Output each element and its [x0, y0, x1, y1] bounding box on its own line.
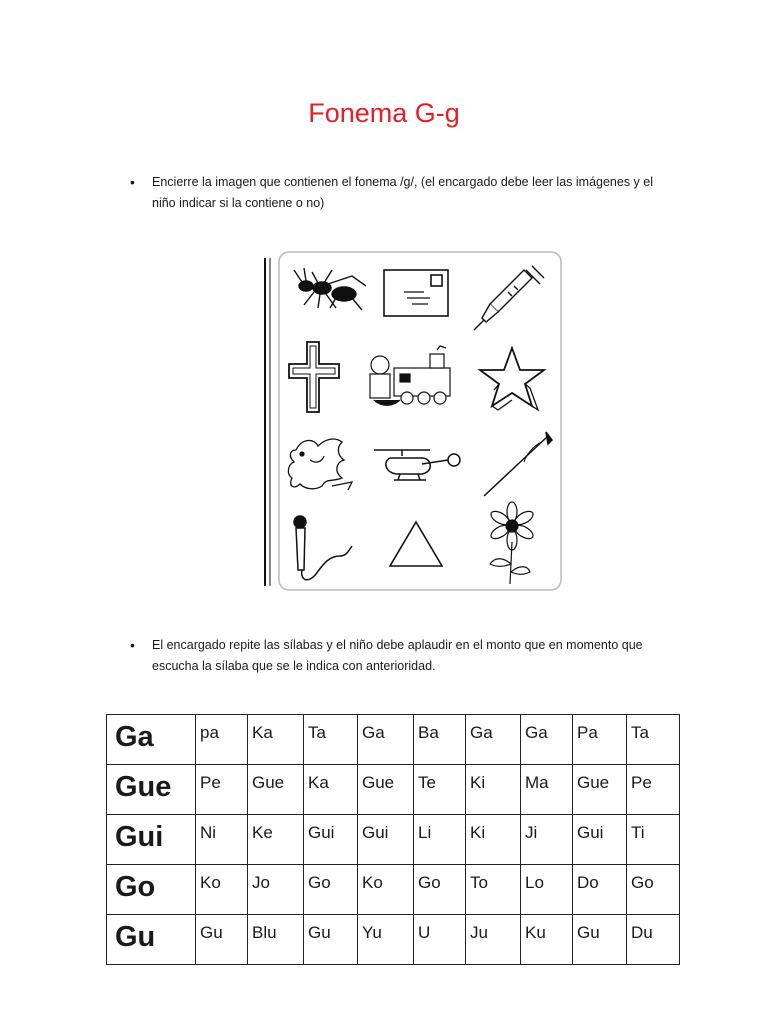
syllable-cell: Ti — [627, 815, 680, 865]
syllable-cell: Go — [304, 865, 358, 915]
syllable-cell: Ma — [521, 765, 573, 815]
syllable-cell: Gue — [573, 765, 627, 815]
syllable-cell: Ko — [358, 865, 414, 915]
syllable-cell: Yu — [358, 915, 414, 965]
syllable-cell: Go — [414, 865, 466, 915]
instruction-text: El encargado repite las sílabas y el niño debe aplaudir en el monto que en momento que escucha la sílaba que se le indica con anterioridad. — [152, 638, 643, 673]
table-row — [107, 715, 680, 765]
envelope-icon — [384, 270, 448, 316]
syllable-cell: Pa — [573, 715, 627, 765]
syllable-cell: Ku — [521, 915, 573, 965]
row-header: Gue — [107, 765, 196, 815]
syllable-cell: Ko — [196, 865, 248, 915]
syllable-cell: Ga — [358, 715, 414, 765]
syllable-cell: Ni — [196, 815, 248, 865]
syllable-table — [106, 714, 680, 965]
syllable-cell: Ki — [466, 765, 521, 815]
syllable-cell: Du — [627, 915, 680, 965]
syllable-cell: To — [466, 865, 521, 915]
syllable-cell: Gu — [304, 915, 358, 965]
syllable-cell: Lo — [521, 865, 573, 915]
table-row — [107, 765, 680, 815]
syllable-cell: Go — [627, 865, 680, 915]
bullet-icon: • — [130, 174, 135, 190]
syllable-cell: Ta — [627, 715, 680, 765]
syllable-cell: Ji — [521, 815, 573, 865]
table-row — [107, 815, 680, 865]
syllable-cell: Gu — [196, 915, 248, 965]
table-row — [107, 865, 680, 915]
page-title: Fonema G-g — [308, 98, 460, 128]
syllable-cell: Pe — [196, 765, 248, 815]
syllable-cell: Ta — [304, 715, 358, 765]
syllable-cell: Jo — [248, 865, 304, 915]
syllable-cell: Pe — [627, 765, 680, 815]
table-row — [107, 915, 680, 965]
syllable-cell: pa — [196, 715, 248, 765]
syllable-cell: Ga — [521, 715, 573, 765]
row-header: Gu — [107, 915, 196, 965]
syllable-cell: Ju — [466, 915, 521, 965]
syllable-cell: Blu — [248, 915, 304, 965]
syllable-cell: Gue — [248, 765, 304, 815]
row-header: Go — [107, 865, 196, 915]
syllable-cell: Do — [573, 865, 627, 915]
syllable-cell: Ki — [466, 815, 521, 865]
picture-grid — [262, 250, 562, 594]
syllable-cell: Gu — [573, 915, 627, 965]
syllable-cell: Ba — [414, 715, 466, 765]
syllable-cell: Ga — [466, 715, 521, 765]
syllable-cell: Ka — [304, 765, 358, 815]
syllable-cell: U — [414, 915, 466, 965]
syllable-cell: Ke — [248, 815, 304, 865]
bullet-icon: • — [130, 637, 135, 653]
instruction-text: Encierre la imagen que contienen el fonema /g/, (el encargado debe leer las imágenes y el niño indicar si la contiene o no) — [152, 175, 654, 210]
syllable-cell: Gui — [573, 815, 627, 865]
syllable-cell: Gue — [358, 765, 414, 815]
row-header: Gui — [107, 815, 196, 865]
syllable-cell: Gui — [358, 815, 414, 865]
syllable-cell: Te — [414, 765, 466, 815]
syllable-cell: Ka — [248, 715, 304, 765]
row-header: Ga — [107, 715, 196, 765]
syllable-cell: Li — [414, 815, 466, 865]
syllable-cell: Gui — [304, 815, 358, 865]
